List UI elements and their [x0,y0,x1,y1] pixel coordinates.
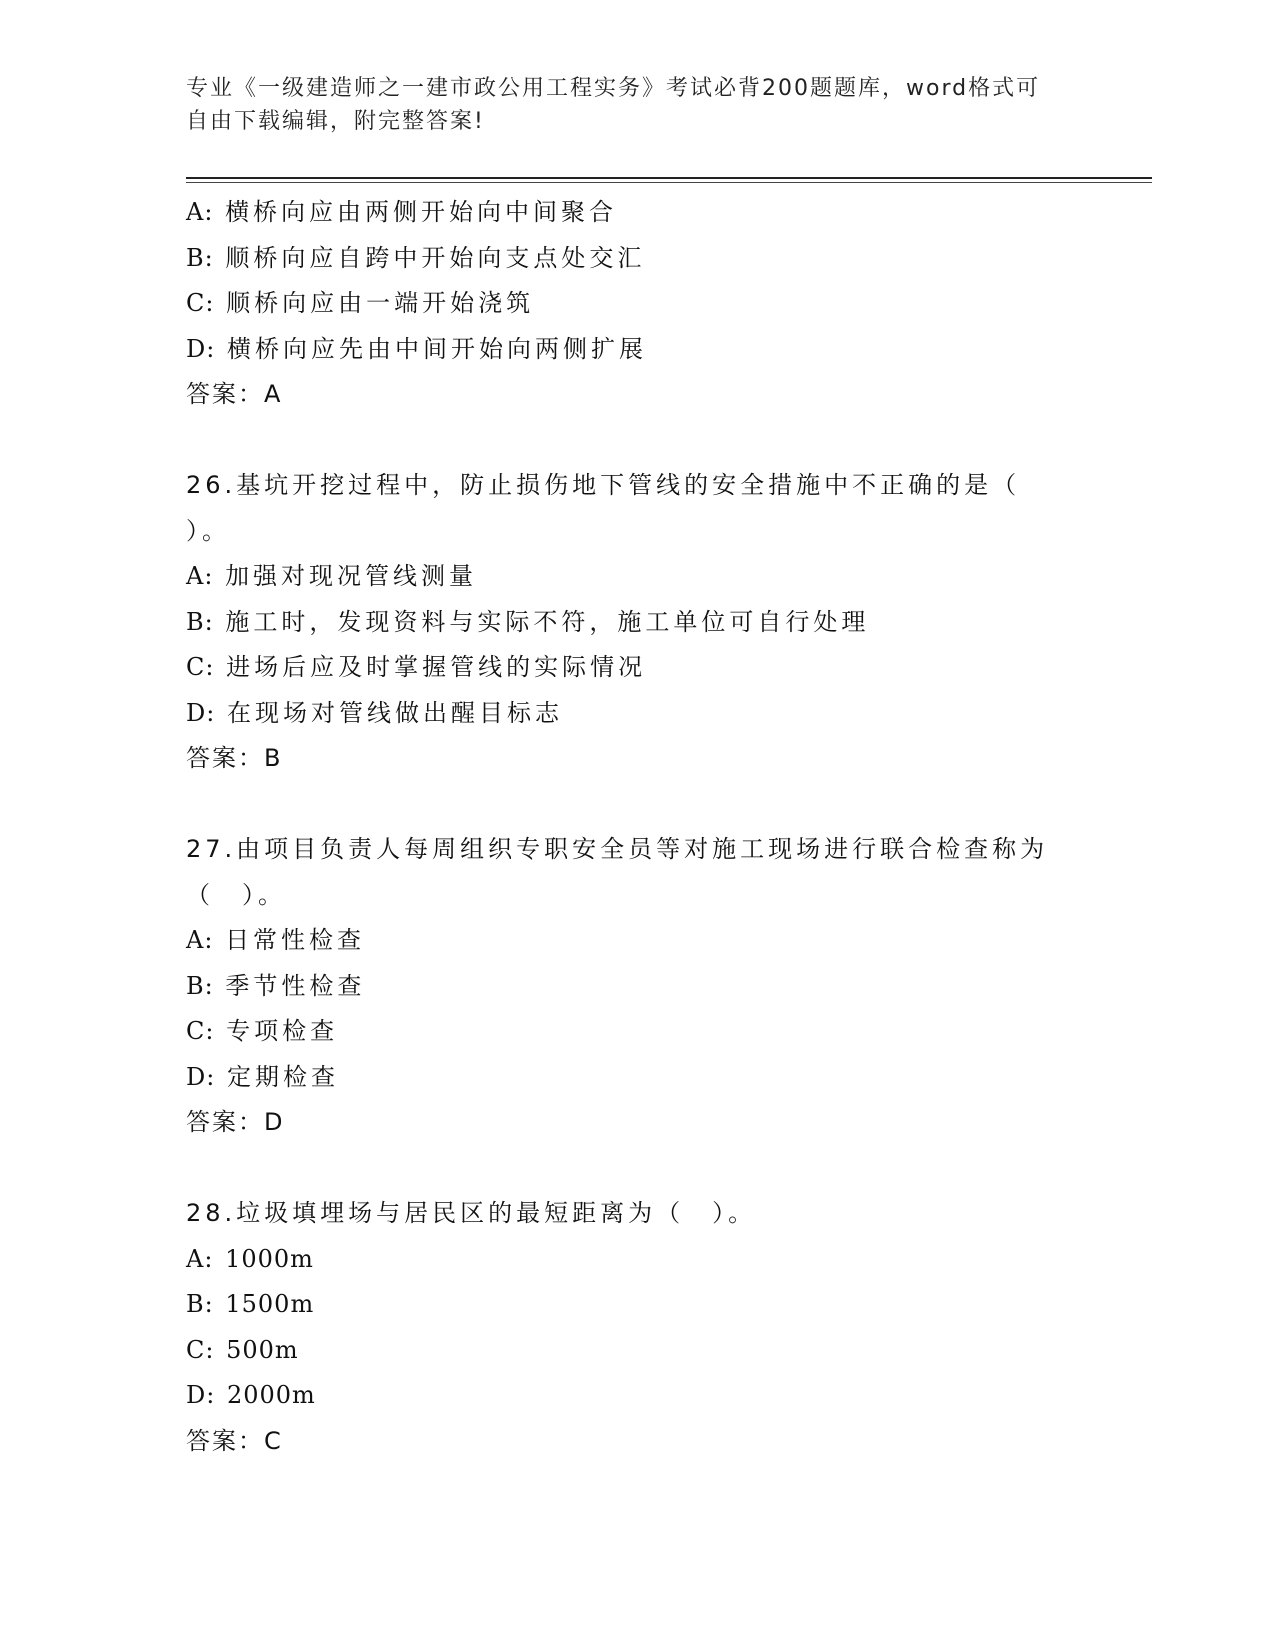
option-key: D: [186,1381,216,1409]
option-a [186,554,1086,600]
option-key: B: [186,971,214,1000]
option-d [186,1373,1086,1419]
question-stem-continued: ）。 [186,516,230,545]
option-text: 专项检查 [226,1017,339,1045]
option-c [186,281,1086,327]
option-text: 加强对现况管线测量 [225,562,478,590]
document-header [186,72,1086,138]
header-divider-thick [186,177,1152,179]
spacer [186,418,1086,464]
option-text: 横桥向应先由中间开始向两侧扩展 [226,334,647,363]
option-d [186,1055,1086,1101]
option-a [186,918,1086,964]
option-key: C: [186,1017,215,1045]
option-text: 定期检查 [226,1062,339,1091]
option-c [186,645,1086,691]
question-block-28 [186,1191,1086,1464]
option-key: D: [186,1062,216,1091]
question-block-25-continued [186,190,1086,418]
option-text: 顺桥向应由一端开始浇筑 [226,289,535,317]
header-line-1: 专业《一级建造师之一建市政公用工程实务》考试必背200题题库，word格式可 [186,76,1041,101]
option-key: A: [186,198,214,226]
header-divider-thin [186,182,1152,183]
option-text: 2000m [226,1381,316,1409]
option-text: 在现场对管线做出醒目标志 [226,698,563,727]
option-a [186,190,1086,236]
option-key: B: [186,1290,214,1318]
option-text: 横桥向应由两侧开始向中间聚合 [225,198,618,226]
option-a [186,1237,1086,1283]
option-b [186,236,1086,282]
answer-line: 答案：C [186,1426,283,1455]
option-key: A: [186,926,214,954]
answer-line: 答案：D [186,1108,285,1136]
question-stem: 26.基坑开挖过程中，防止损伤地下管线的安全措施中不正确的是（ [186,471,1021,499]
answer-line: 答案：A [186,380,283,408]
option-text: 日常性检查 [225,926,366,954]
option-d [186,691,1086,737]
answer-line: 答案：B [186,744,283,772]
option-b [186,1282,1086,1328]
option-text: 顺桥向应自跨中开始向支点处交汇 [225,243,646,272]
option-text: 500m [226,1335,299,1364]
option-b [186,964,1086,1010]
option-c [186,1009,1086,1055]
option-key: D: [186,334,216,363]
option-text: 季节性检查 [225,971,366,1000]
header-line-2: 自由下载编辑，附完整答案! [186,109,485,134]
option-d [186,327,1086,373]
option-key: C: [186,653,215,681]
option-c [186,1328,1086,1374]
option-text: 1500m [225,1290,315,1318]
option-key: C: [186,289,215,317]
option-text: 1000m [225,1244,314,1273]
option-key: B: [186,607,214,636]
option-key: A: [186,562,214,590]
question-stem: 27.由项目负责人每周组织专职安全员等对施工现场进行联合检查称为 [186,835,1049,863]
document-body [186,190,1086,1464]
option-text: 进场后应及时掌握管线的实际情况 [226,653,647,681]
question-stem: 28.垃圾填埋场与居民区的最短距离为（ ）。 [186,1199,757,1227]
spacer [186,782,1086,828]
option-key: D: [186,698,216,727]
option-text: 施工时，发现资料与实际不符，施工单位可自行处理 [225,607,870,636]
question-block-26 [186,463,1086,782]
option-key: A: [186,1244,214,1273]
option-key: B: [186,243,214,272]
question-block-27 [186,827,1086,1146]
spacer [186,1146,1086,1192]
option-b [186,600,1086,646]
question-stem-continued: （ ）。 [186,880,286,909]
option-key: C: [186,1335,215,1364]
